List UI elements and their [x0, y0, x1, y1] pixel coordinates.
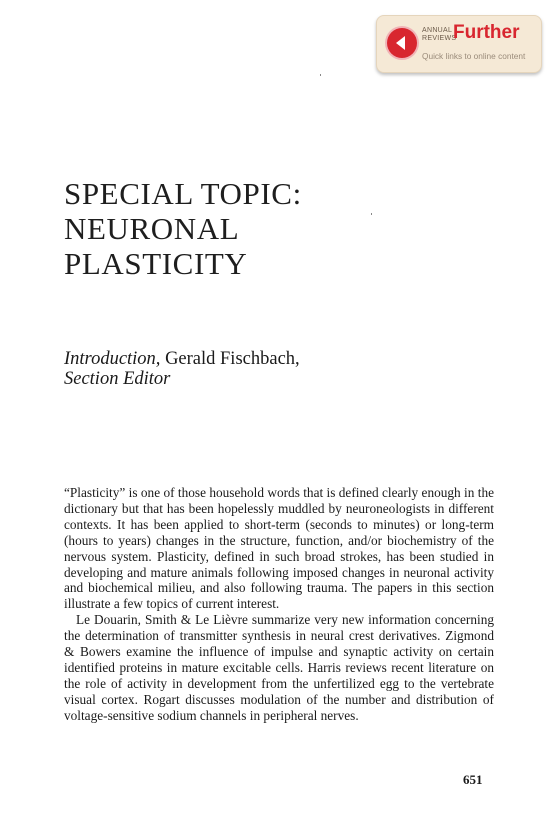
editor-name: Gerald Fischbach,	[165, 349, 300, 369]
page-title	[64, 176, 484, 281]
title-line: PLASTICITY	[64, 246, 248, 281]
title-line: NEURONAL	[64, 211, 240, 246]
further-label: Further	[453, 22, 520, 43]
editor-role: Section Editor	[64, 369, 171, 389]
scan-speck	[320, 74, 321, 76]
body-text	[64, 485, 494, 724]
play-arrow-icon	[387, 28, 417, 58]
section-editor-block	[64, 349, 484, 389]
introduction-label: Introduction,	[64, 349, 161, 369]
paragraph: “Plasticity” is one of those household words that is defined clearly enough in the dictionary but that has been hopelessly muddled by neuroneologists in different contexts. It has been applied to short-term (seconds to minutes) or long-term (hours to years) changes in the structure, function, and/or biochemistry of the nervous system. Plasticity, defined in such broad strokes, has been studied in developing and mature animals following imposed changes in neuronal activity and biochemical milieu, and also following trauma. The papers in this section illustrate a few topics of current interest.	[64, 485, 494, 612]
quick-links-label: Quick links to online content	[422, 51, 526, 61]
annual-reviews-further-badge[interactable]	[376, 15, 542, 73]
paragraph: Le Douarin, Smith & Le Lièvre summarize very new information concerning the determination of transmitter synthesis in neural crest derivatives. Zigmond & Bowers examine the influence of impulse and synaptic activity on certain identified proteins in mature excitable cells. Harris reviews recent literature on the role of activity in development from the unfertilized egg to the vertebrate visual cortex. Rogart discusses modulation of the number and distribution of voltage-sensitive sodium channels in peripheral nerves.	[64, 612, 494, 723]
title-line: SPECIAL TOPIC:	[64, 176, 302, 211]
page-number: 651	[463, 772, 483, 787]
annual-reviews-label: ANNUAL REVIEWS	[422, 27, 457, 42]
